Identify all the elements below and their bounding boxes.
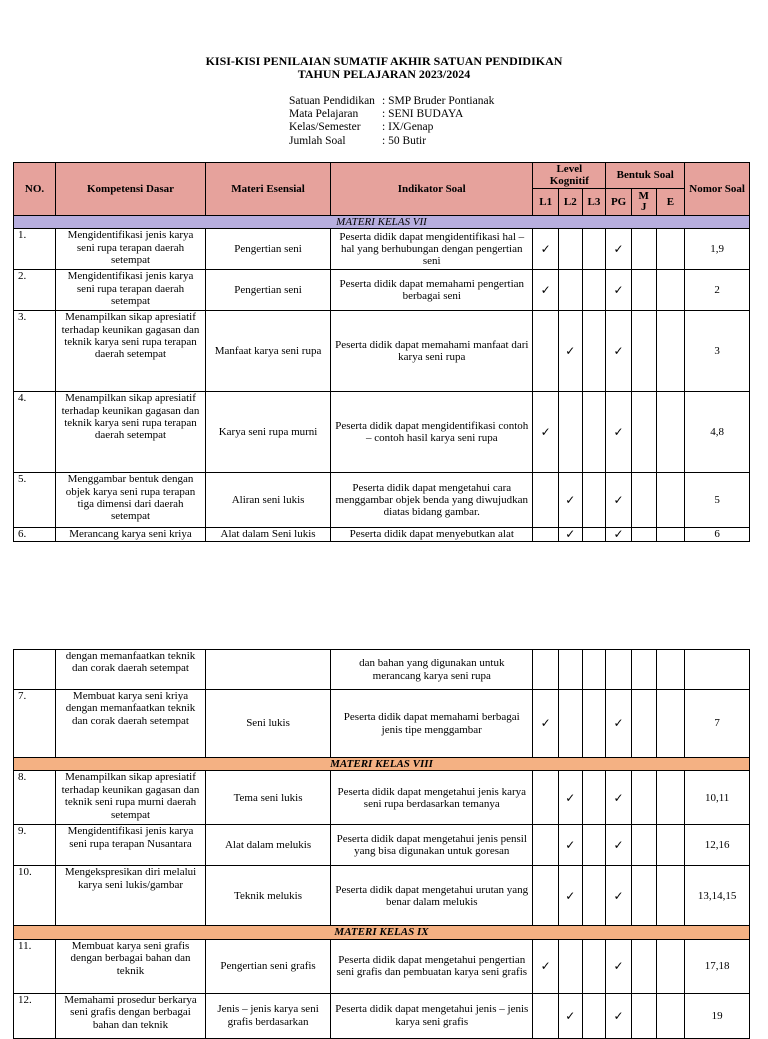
table-row	[14, 993, 750, 1038]
l1-check: ✓	[533, 939, 559, 993]
l1-check: ✓	[533, 690, 559, 758]
l3-check	[582, 939, 606, 993]
meta-row	[289, 135, 494, 148]
materi-esensial-cell: Pengertian seni	[205, 270, 330, 311]
kompetensi-dasar-cell: Menampilkan sikap apresiatif terhadap keunikan gagasan dan teknik karya seni rupa terapan daerah setempat	[56, 392, 206, 473]
kisi-kisi-table-page-1	[13, 162, 750, 542]
nomor-soal-cell	[685, 650, 750, 690]
l3-check	[582, 528, 606, 541]
header-l1: L1	[533, 188, 559, 215]
pg-check: ✓	[606, 528, 632, 541]
l3-check	[582, 473, 606, 528]
kompetensi-dasar-cell: Mengekspresikan diri melalui karya seni lukis/gambar	[56, 866, 206, 926]
header-l2: L2	[559, 188, 583, 215]
materi-esensial-cell: Aliran seni lukis	[205, 473, 330, 528]
l3-check	[582, 690, 606, 758]
indikator-soal-cell: Peserta didik dapat menyebutkan alat	[331, 528, 533, 541]
row-number: 5.	[14, 473, 56, 528]
materi-esensial-cell: Alat dalam melukis	[205, 825, 330, 866]
materi-esensial-cell: Seni lukis	[205, 690, 330, 758]
e-check	[656, 650, 685, 690]
mj-check	[631, 392, 656, 473]
l1-check	[533, 993, 559, 1038]
meta-value: : 50 Butir	[382, 134, 427, 147]
indikator-soal-cell: Peserta didik dapat mengetahui pengertian seni grafis dan pembuatan karya seni grafis	[331, 939, 533, 993]
document-meta	[289, 95, 494, 148]
header-pg: PG	[606, 188, 632, 215]
pg-check: ✓	[606, 939, 632, 993]
row-number: 6.	[14, 528, 56, 541]
l3-check	[582, 825, 606, 866]
kompetensi-dasar-cell: Menggambar bentuk dengan objek karya seni rupa terapan tiga dimensi dari daerah setempat	[56, 473, 206, 528]
row-number: 9.	[14, 825, 56, 866]
e-check	[656, 473, 685, 528]
row-number: 7.	[14, 690, 56, 758]
meta-value: : IX/Genap	[382, 121, 434, 134]
mj-check	[631, 939, 656, 993]
row-number: 2.	[14, 270, 56, 311]
header-level-kognitif: Level Kognitif	[533, 163, 606, 189]
table-row	[14, 650, 750, 690]
indikator-soal-cell: Peserta didik dapat mengetahui jenis pensil yang bisa digunakan untuk goresan	[331, 825, 533, 866]
table-row	[14, 690, 750, 758]
l2-check	[559, 270, 583, 311]
meta-value: : SMP Bruder Pontianak	[382, 95, 495, 107]
title-line-2: TAHUN PELAJARAN 2023/2024	[297, 67, 471, 81]
e-check	[656, 866, 685, 926]
l2-check: ✓	[559, 771, 583, 825]
document-title	[0, 55, 768, 81]
e-check	[656, 825, 685, 866]
pg-check: ✓	[606, 473, 632, 528]
l2-check	[559, 650, 583, 690]
kisi-kisi-table-page-2	[13, 649, 750, 1039]
table-row	[14, 825, 750, 866]
nomor-soal-cell: 10,11	[685, 771, 750, 825]
kompetensi-dasar-cell: Membuat karya seni grafis dengan berbagai bahan dan teknik	[56, 939, 206, 993]
meta-label: Kelas/Semester	[289, 121, 361, 134]
materi-esensial-cell	[205, 650, 330, 690]
kompetensi-dasar-cell: Mengidentifikasi jenis karya seni rupa terapan daerah setempat	[56, 229, 206, 270]
header-mj: M J	[631, 188, 656, 215]
l2-check	[559, 229, 583, 270]
indikator-soal-cell: Peserta didik dapat memahami manfaat dari karya seni rupa	[331, 311, 533, 392]
materi-esensial-cell: Karya seni rupa murni	[205, 392, 330, 473]
kompetensi-dasar-cell: Menampilkan sikap apresiatif terhadap keunikan gagasan dan teknik seni rupa murni daerah setempat	[56, 771, 206, 825]
kompetensi-dasar-cell: Membuat karya seni kriya dengan memanfaatkan teknik dan corak daerah setempat	[56, 690, 206, 758]
section-materi-kelas-viii: MATERI KELAS VIII	[14, 758, 750, 771]
kompetensi-dasar-cell: Merancang karya seni kriya	[56, 528, 206, 541]
section-row	[14, 926, 750, 939]
mj-check	[631, 528, 656, 541]
nomor-soal-cell: 7	[685, 690, 750, 758]
meta-label: Mata Pelajaran	[289, 108, 359, 121]
mj-check	[631, 650, 656, 690]
kompetensi-dasar-cell: Mengidentifikasi jenis karya seni rupa terapan Nusantara	[56, 825, 206, 866]
indikator-soal-cell: Peserta didik dapat mengetahui urutan yang benar dalam melukis	[331, 866, 533, 926]
row-number: 11.	[14, 939, 56, 993]
l2-check: ✓	[559, 473, 583, 528]
table-row	[14, 473, 750, 528]
e-check	[656, 690, 685, 758]
nomor-soal-cell: 17,18	[685, 939, 750, 993]
l2-check	[559, 690, 583, 758]
row-number: 12.	[14, 993, 56, 1038]
meta-row	[289, 121, 494, 134]
nomor-soal-cell: 13,14,15	[685, 866, 750, 926]
header-l3: L3	[582, 188, 606, 215]
l1-check	[533, 866, 559, 926]
l1-check: ✓	[533, 392, 559, 473]
mj-check	[631, 825, 656, 866]
mj-check	[631, 270, 656, 311]
e-check	[656, 939, 685, 993]
l2-check: ✓	[559, 825, 583, 866]
section-materi-kelas-ix: MATERI KELAS IX	[14, 926, 750, 939]
materi-esensial-cell: Alat dalam Seni lukis	[205, 528, 330, 541]
l3-check	[582, 866, 606, 926]
nomor-soal-cell: 6	[685, 528, 750, 541]
e-check	[656, 392, 685, 473]
mj-check	[631, 311, 656, 392]
l3-check	[582, 771, 606, 825]
mj-check	[631, 993, 656, 1038]
pg-check: ✓	[606, 229, 632, 270]
l2-check: ✓	[559, 993, 583, 1038]
indikator-soal-cell: Peserta didik dapat mengetahui jenis – jenis karya seni grafis	[331, 993, 533, 1038]
mj-check	[631, 229, 656, 270]
indikator-soal-cell: Peserta didik dapat mengidentifikasi contoh – contoh hasil karya seni rupa	[331, 392, 533, 473]
mj-check	[631, 690, 656, 758]
l3-check	[582, 392, 606, 473]
pg-check: ✓	[606, 392, 632, 473]
row-number: 3.	[14, 311, 56, 392]
section-row	[14, 758, 750, 771]
l1-check	[533, 650, 559, 690]
meta-row	[289, 95, 494, 108]
nomor-soal-cell: 19	[685, 993, 750, 1038]
pg-check: ✓	[606, 690, 632, 758]
l3-check	[582, 311, 606, 392]
materi-esensial-cell: Manfaat karya seni rupa	[205, 311, 330, 392]
meta-row	[289, 108, 494, 121]
row-number: 1.	[14, 229, 56, 270]
l1-check: ✓	[533, 229, 559, 270]
table-row	[14, 866, 750, 926]
pg-check: ✓	[606, 866, 632, 926]
l3-check	[582, 650, 606, 690]
nomor-soal-cell: 4,8	[685, 392, 750, 473]
l2-check	[559, 392, 583, 473]
pg-check: ✓	[606, 825, 632, 866]
l2-check	[559, 939, 583, 993]
l2-check: ✓	[559, 528, 583, 541]
title-line-1: KISI-KISI PENILAIAN SUMATIF AKHIR SATUAN PENDIDIKAN	[205, 54, 563, 68]
l2-check: ✓	[559, 866, 583, 926]
meta-label: Jumlah Soal	[289, 134, 346, 147]
header-kompetensi-dasar: Kompetensi Dasar	[56, 163, 206, 216]
indikator-soal-cell: dan bahan yang digunakan untuk merancang karya seni rupa	[331, 650, 533, 690]
l1-check	[533, 825, 559, 866]
mj-check	[631, 473, 656, 528]
pg-check	[606, 650, 632, 690]
kompetensi-dasar-cell: dengan memanfaatkan teknik dan corak daerah setempat	[56, 650, 206, 690]
e-check	[656, 270, 685, 311]
table-row	[14, 229, 750, 270]
indikator-soal-cell: Peserta didik dapat mengetahui jenis karya seni rupa berdasarkan temanya	[331, 771, 533, 825]
pg-check: ✓	[606, 270, 632, 311]
kompetensi-dasar-cell: Menampilkan sikap apresiatif terhadap keunikan gagasan dan teknik karya seni rupa terapan daerah setempat	[56, 311, 206, 392]
meta-value: : SENI BUDAYA	[382, 108, 464, 121]
header-bentuk-soal: Bentuk Soal	[606, 163, 685, 189]
section-materi-kelas-vii: MATERI KELAS VII	[14, 215, 750, 228]
l1-check	[533, 771, 559, 825]
table-row	[14, 270, 750, 311]
l1-check	[533, 311, 559, 392]
l3-check	[582, 229, 606, 270]
nomor-soal-cell: 3	[685, 311, 750, 392]
e-check	[656, 528, 685, 541]
nomor-soal-cell: 1,9	[685, 229, 750, 270]
indikator-soal-cell: Peserta didik dapat mengetahui cara menggambar objek benda yang diwujudkan diatas bidang gambar.	[331, 473, 533, 528]
table-row	[14, 311, 750, 392]
table-row	[14, 392, 750, 473]
nomor-soal-cell: 2	[685, 270, 750, 311]
row-number	[14, 650, 56, 690]
header-no: NO.	[14, 163, 56, 216]
nomor-soal-cell: 12,16	[685, 825, 750, 866]
nomor-soal-cell: 5	[685, 473, 750, 528]
kompetensi-dasar-cell: Memahami prosedur berkarya seni grafis dengan berbagai bahan dan teknik	[56, 993, 206, 1038]
l3-check	[582, 270, 606, 311]
header-nomor-soal: Nomor Soal	[685, 163, 750, 216]
l1-check	[533, 528, 559, 541]
e-check	[656, 993, 685, 1038]
row-number: 4.	[14, 392, 56, 473]
table-row	[14, 528, 750, 541]
materi-esensial-cell: Tema seni lukis	[205, 771, 330, 825]
pg-check: ✓	[606, 771, 632, 825]
materi-esensial-cell: Teknik melukis	[205, 866, 330, 926]
l1-check	[533, 473, 559, 528]
kompetensi-dasar-cell: Mengidentifikasi jenis karya seni rupa terapan daerah setempat	[56, 270, 206, 311]
l1-check: ✓	[533, 270, 559, 311]
indikator-soal-cell: Peserta didik dapat mengidentifikasi hal – hal yang berhubungan dengan pengertian seni	[331, 229, 533, 270]
l3-check	[582, 993, 606, 1038]
meta-label: Satuan Pendidikan	[289, 95, 375, 107]
l2-check: ✓	[559, 311, 583, 392]
materi-esensial-cell: Jenis – jenis karya seni grafis berdasarkan	[205, 993, 330, 1038]
materi-esensial-cell: Pengertian seni grafis	[205, 939, 330, 993]
table-row	[14, 939, 750, 993]
indikator-soal-cell: Peserta didik dapat memahami pengertian berbagai seni	[331, 270, 533, 311]
indikator-soal-cell: Peserta didik dapat memahami berbagai jenis tipe menggambar	[331, 690, 533, 758]
pg-check: ✓	[606, 993, 632, 1038]
header-e: E	[656, 188, 685, 215]
mj-check	[631, 771, 656, 825]
e-check	[656, 771, 685, 825]
row-number: 10.	[14, 866, 56, 926]
mj-check	[631, 866, 656, 926]
header-materi-esensial: Materi Esensial	[205, 163, 330, 216]
pg-check: ✓	[606, 311, 632, 392]
table-row	[14, 771, 750, 825]
header-indikator-soal: Indikator Soal	[331, 163, 533, 216]
row-number: 8.	[14, 771, 56, 825]
materi-esensial-cell: Pengertian seni	[205, 229, 330, 270]
e-check	[656, 311, 685, 392]
e-check	[656, 229, 685, 270]
